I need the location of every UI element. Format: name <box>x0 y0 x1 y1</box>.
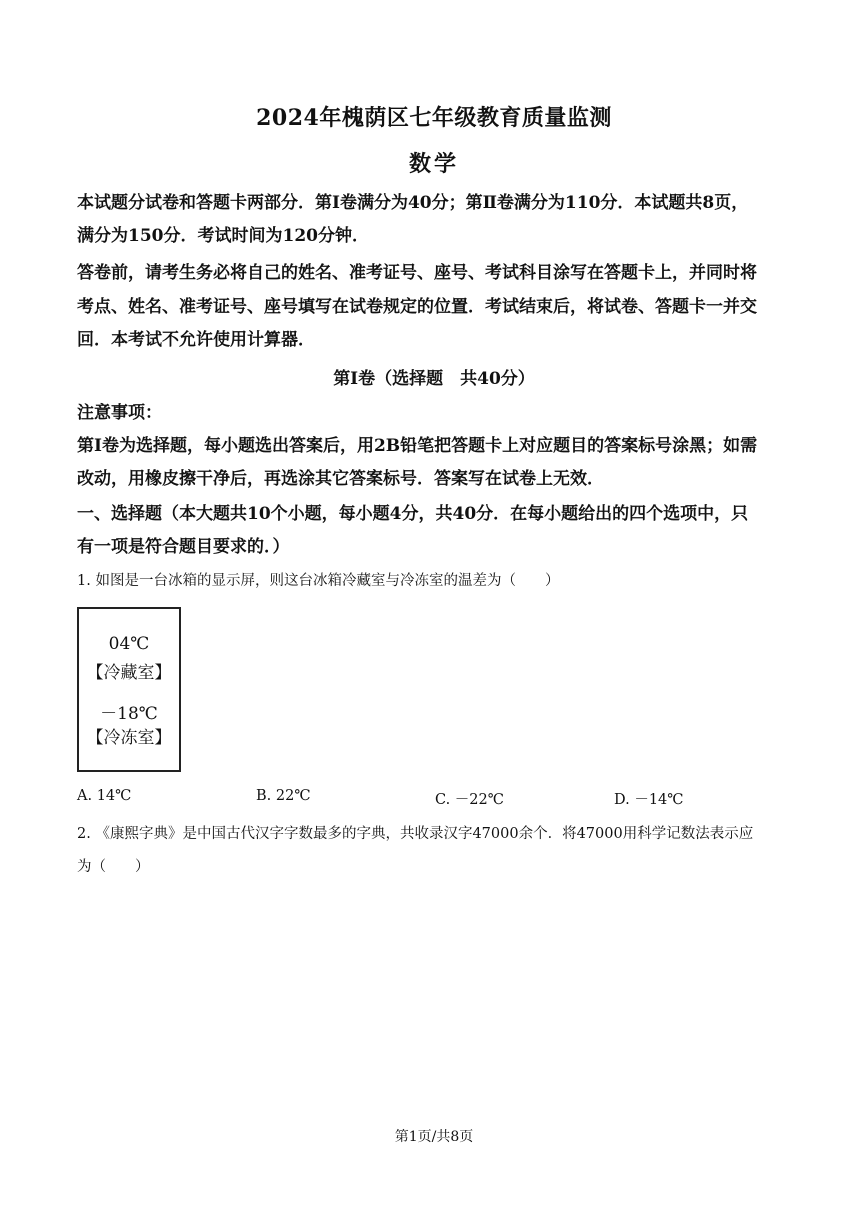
option-d: D. －14℃ <box>614 792 684 808</box>
question-1-text: 1. 如图是一台冰箱的显示屏，则这台冰箱冷藏室与冷冻室的温差为（ ） <box>77 573 560 589</box>
notice-line: 改动，用橡皮擦干净后，再选涂其它答案标号．答案写在试卷上无效． <box>77 469 604 489</box>
question-2-text: 为（ ） <box>77 859 150 875</box>
intro-line: 满分为150分．考试时间为120分钟． <box>77 226 369 246</box>
freezer-temperature: －18℃ <box>100 704 158 724</box>
option-b: B. 22℃ <box>256 788 311 804</box>
intro-line: 考点、姓名、准考证号、座号填写在试卷规定的位置．考试结束后，将试卷、答题卡一并交 <box>77 297 757 317</box>
freezer-label: 【冷冻室】 <box>86 728 172 748</box>
exam-subject: 数学 <box>408 151 459 177</box>
fridge-display-figure <box>77 607 181 772</box>
option-c: C. －22℃ <box>435 792 504 808</box>
part-instructions: 一、选择题（本大题共10个小题，每小题4分，共40分．在每小题给出的四个选项中，只 <box>77 504 749 524</box>
page-number: 第1页/共8页 <box>394 1129 474 1145</box>
notice-line: 第Ⅰ卷为选择题，每小题选出答案后，用2B铅笔把答题卡上对应题目的答案标号涂黑；如需 <box>77 436 758 456</box>
intro-line: 答卷前，请考生务必将自己的姓名、准考证号、座号、考试科目涂写在答题卡上，并同时将 <box>77 263 757 283</box>
option-a: A. 14℃ <box>77 788 132 804</box>
intro-line: 回．本考试不允许使用计算器． <box>77 330 315 350</box>
notice-label: 注意事项： <box>77 403 162 423</box>
exam-title: 2024年槐荫区七年级教育质量监测 <box>256 105 612 131</box>
section-heading: 第Ⅰ卷（选择题 共40分） <box>333 369 535 389</box>
question-1-options <box>77 788 797 812</box>
fridge-temperature: 04℃ <box>108 634 150 654</box>
part-instructions: 有一项是符合题目要求的．） <box>77 537 290 557</box>
fridge-label: 【冷藏室】 <box>86 663 172 683</box>
question-2-text: 2. 《康熙字典》是中国古代汉字字数最多的字典，共收录汉字47000余个．将47000用科学记数法表示应 <box>77 826 754 842</box>
intro-line: 本试题分试卷和答题卡两部分．第Ⅰ卷满分为40分；第Ⅱ卷满分为110分．本试题共8页， <box>77 193 749 213</box>
